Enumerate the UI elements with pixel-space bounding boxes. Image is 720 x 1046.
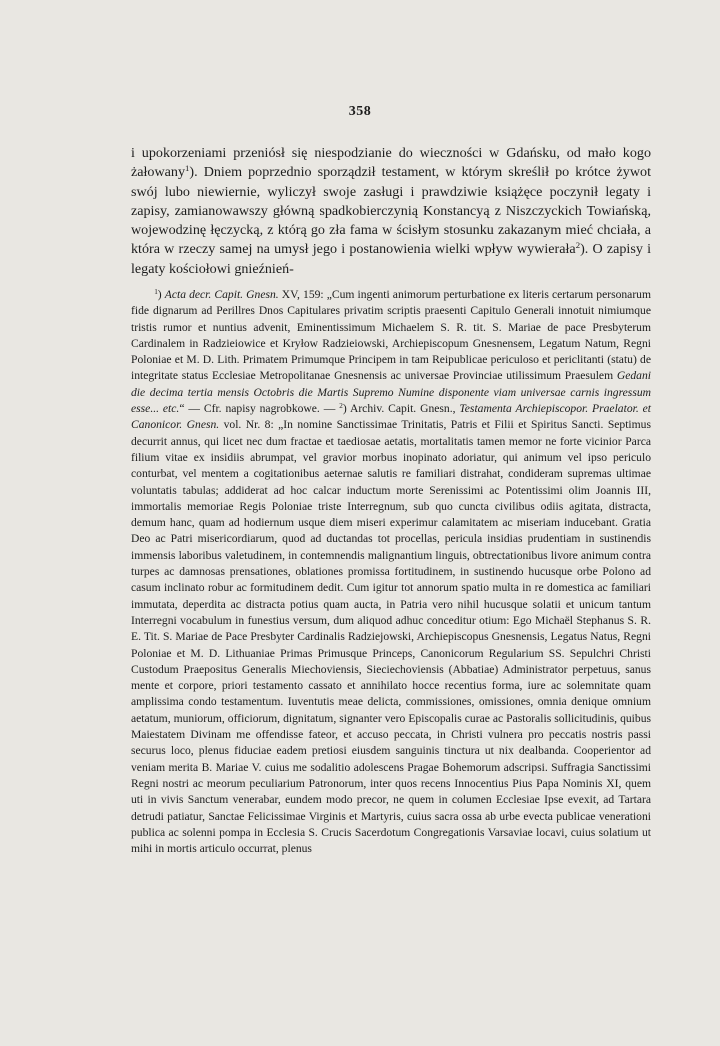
footnote-2-intro: ) Archiv. Capit. Gnesn., <box>342 402 460 416</box>
footnote-1-quote-italic: Gedani die decima tertia mensis Octobris die Martis Supremo Numine disponente viam universae carnis ingressum esse... etc. <box>131 369 651 416</box>
main-text-segment-1: i upokorzeniami przeniósł się niespodzianie do wieczności w Gdańsku, od mało kogo żałowany <box>131 145 651 181</box>
footnote-marker-1: 1 <box>154 288 158 297</box>
footnote-ref-2: 2 <box>575 240 581 251</box>
main-text-segment-3: ). O zapisy i legaty kościołowi gnieźnień- <box>131 241 651 277</box>
footnote-2-text: vol. Nr. 8: „In nomine Sanctissimae Trinitatis, Patris et Filii et Spiritus Sancti. Septimus decurrit annus, qui licet nec dum fractae et taediosae aetatis, mortalitatis tamen memor ne forte vicinior Parca filium vitae ex insidiis abrumpat, vel gravior morbus inopinato adoriatur, qui animum vel ipso periculo conturbat, vel mentem a cogitationibus aeternae salutis re familiari distrahat, condideram supremas ultimae voluntatis tabulas; addiderat ad hoc calcar inductum morte Serenissimi ac Potentissimi olim Joannis III, immortalis memoriae Regis Poloniae triste Interregnum, sub quo cuncta civilibus odiis agitata, distracta, demum hanc, quam ad hodiernum usque diem miseri experimur calamitatem ac miseriam inducebant. Gratia Deo ac Patri misericordiarum, quod ad ductandas tot procellas, pericula insidias prudentiam in sustinendis immensis laboribus valetudinem, in contemnendis malignantium linguis, obtrectationibus livore animum contra turpes ac damnosas prensationes, oblationes promissa fortitudinem, in sustinendo hucusque orbe Polono ad casum inclinato robur ac formitudinem dedit. Cum igitur tot annorum spatio multa in re domestica ac familiari immutata, deperdita ac distracta potius quam aucta, in Patria vero nihil hucusque solatii et unicum tantum Interregni vocabulum in funestius versum, dum aliquod adhuc conceditur otium: Ego Michaël Stephanus S. R. E. Tit. S. Mariae de Pace Presbyter Cardinalis Radziejowski, Archiepiscopus Gnesnensis, Legatus Natus, Regni Poloniae et M. D. Lithuaniae Primas Primusque Princeps, Canonicorum Regularium SS. Sepulchri Christi Custodum Praepositus Generalis Miechoviensis, Sieciechoviensis (Abbatiae) Administrator perpetuus, sanus mente et corpore, priori testamento cassato et annihilato hocce recentius forma, iure ac solemnitate quam amplissima condo testamentum. Iuventutis meae delicta, commissiones, omissiones, omnia denique omnium aetatum, muniorum, officiorum, dignitatum, signanter vero Episcopalis curae ac Pastoralis sollicitudinis, quibus Maiestatem Divinam me offendisse fateor, et accuso peccata, in Christi vulnera pro peccatis nostris passi securus loco, plenus fiduciae eadem pretiosi eiusdem sanguinis tinctura ut nix dealbanda. Cooperientor ad veniam merita B. Mariae V. cuius me sodalitio adolescens Pragae Bohemorum adscripsi. Suffragia Sanctissimi Regni nostri ac meorum peculiarium Patronorum, inter quos recens Innocentius Pius Papa Nominis XI, quem uti in vivis Sanctum venerabar, eundem modo precor, ne quem in columen Ecclesiae Ipse evexit, ad Tartara detrudi patiatur, Sanctae Felicissimae Virginis et Martyris, cuius sacra ossa ab urbe evecta publicae venerationi publica ac solenni pompa in Ecclesia S. Crucis Sacerdotum Congregationis Varsaviae locavi, cuius solatium ut mihi in mortis articulo occurrat, plenus <box>131 418 651 856</box>
footnote-1-paren: ) <box>157 288 165 301</box>
footnote-1-text: XV, 159: „Cum ingenti animorum perturbatione ex literis certarum personarum fide dignarum ad Perillres Dnos Capitulares privatim scriptis praesenti Capitulo Generali innotuit nimiumque tristis rumor et nuntius advenit, Eminentissimum Michaelem S. R. tit. S. Mariae de pace Presbyterum Cardinalem in Radzieiowice et Kryłow Radzieiowski, Archiepiscopum Gnesnensem, Legatum Natum, Regni Poloniae et M. D. Lith. Primatem Primumque Principem in tam Reipublicae periculoso et periclitanti (statu) de integritate status Ecclesiae Metropolitanae Gnesnensis ac universae Provinciae utilissimum Praesulem <box>131 288 652 383</box>
page-number: 358 <box>348 104 372 119</box>
main-text <box>131 144 651 279</box>
main-text-segment-2: ). Dniem poprzednio sporządził testament, w którym skreślił po krótce żywot swój lubo niewiernie, wyliczył swoje zasługi i prawdziwie książęce poczynił legaty i zapisy, zamianowawszy główną spadkobierczynią Konstancyą z Niszczyckich Towiańską, wojewodzinę łęczycką, z którą go zła fama w ścisłym stosunku zakazanym mieć chciała, a która w rzeczy samej na umysł jego i postanowienia wielki wpływ wywierała <box>131 164 651 258</box>
footnotes <box>131 287 651 857</box>
footnote-marker-2: 2 <box>339 402 343 411</box>
main-paragraph <box>131 144 651 279</box>
footnote-1-tail: “ — Cfr. napisy nagrobkowe. — <box>179 402 340 416</box>
footnote-1-source: Acta decr. Capit. Gnesn. <box>164 288 279 301</box>
footnote-block <box>131 287 651 857</box>
footnote-2-source: Testamenta Archiepiscopor. Praelator. et Canonicor. Gnesn. <box>131 402 652 432</box>
footnote-ref-1: 1 <box>185 163 190 174</box>
